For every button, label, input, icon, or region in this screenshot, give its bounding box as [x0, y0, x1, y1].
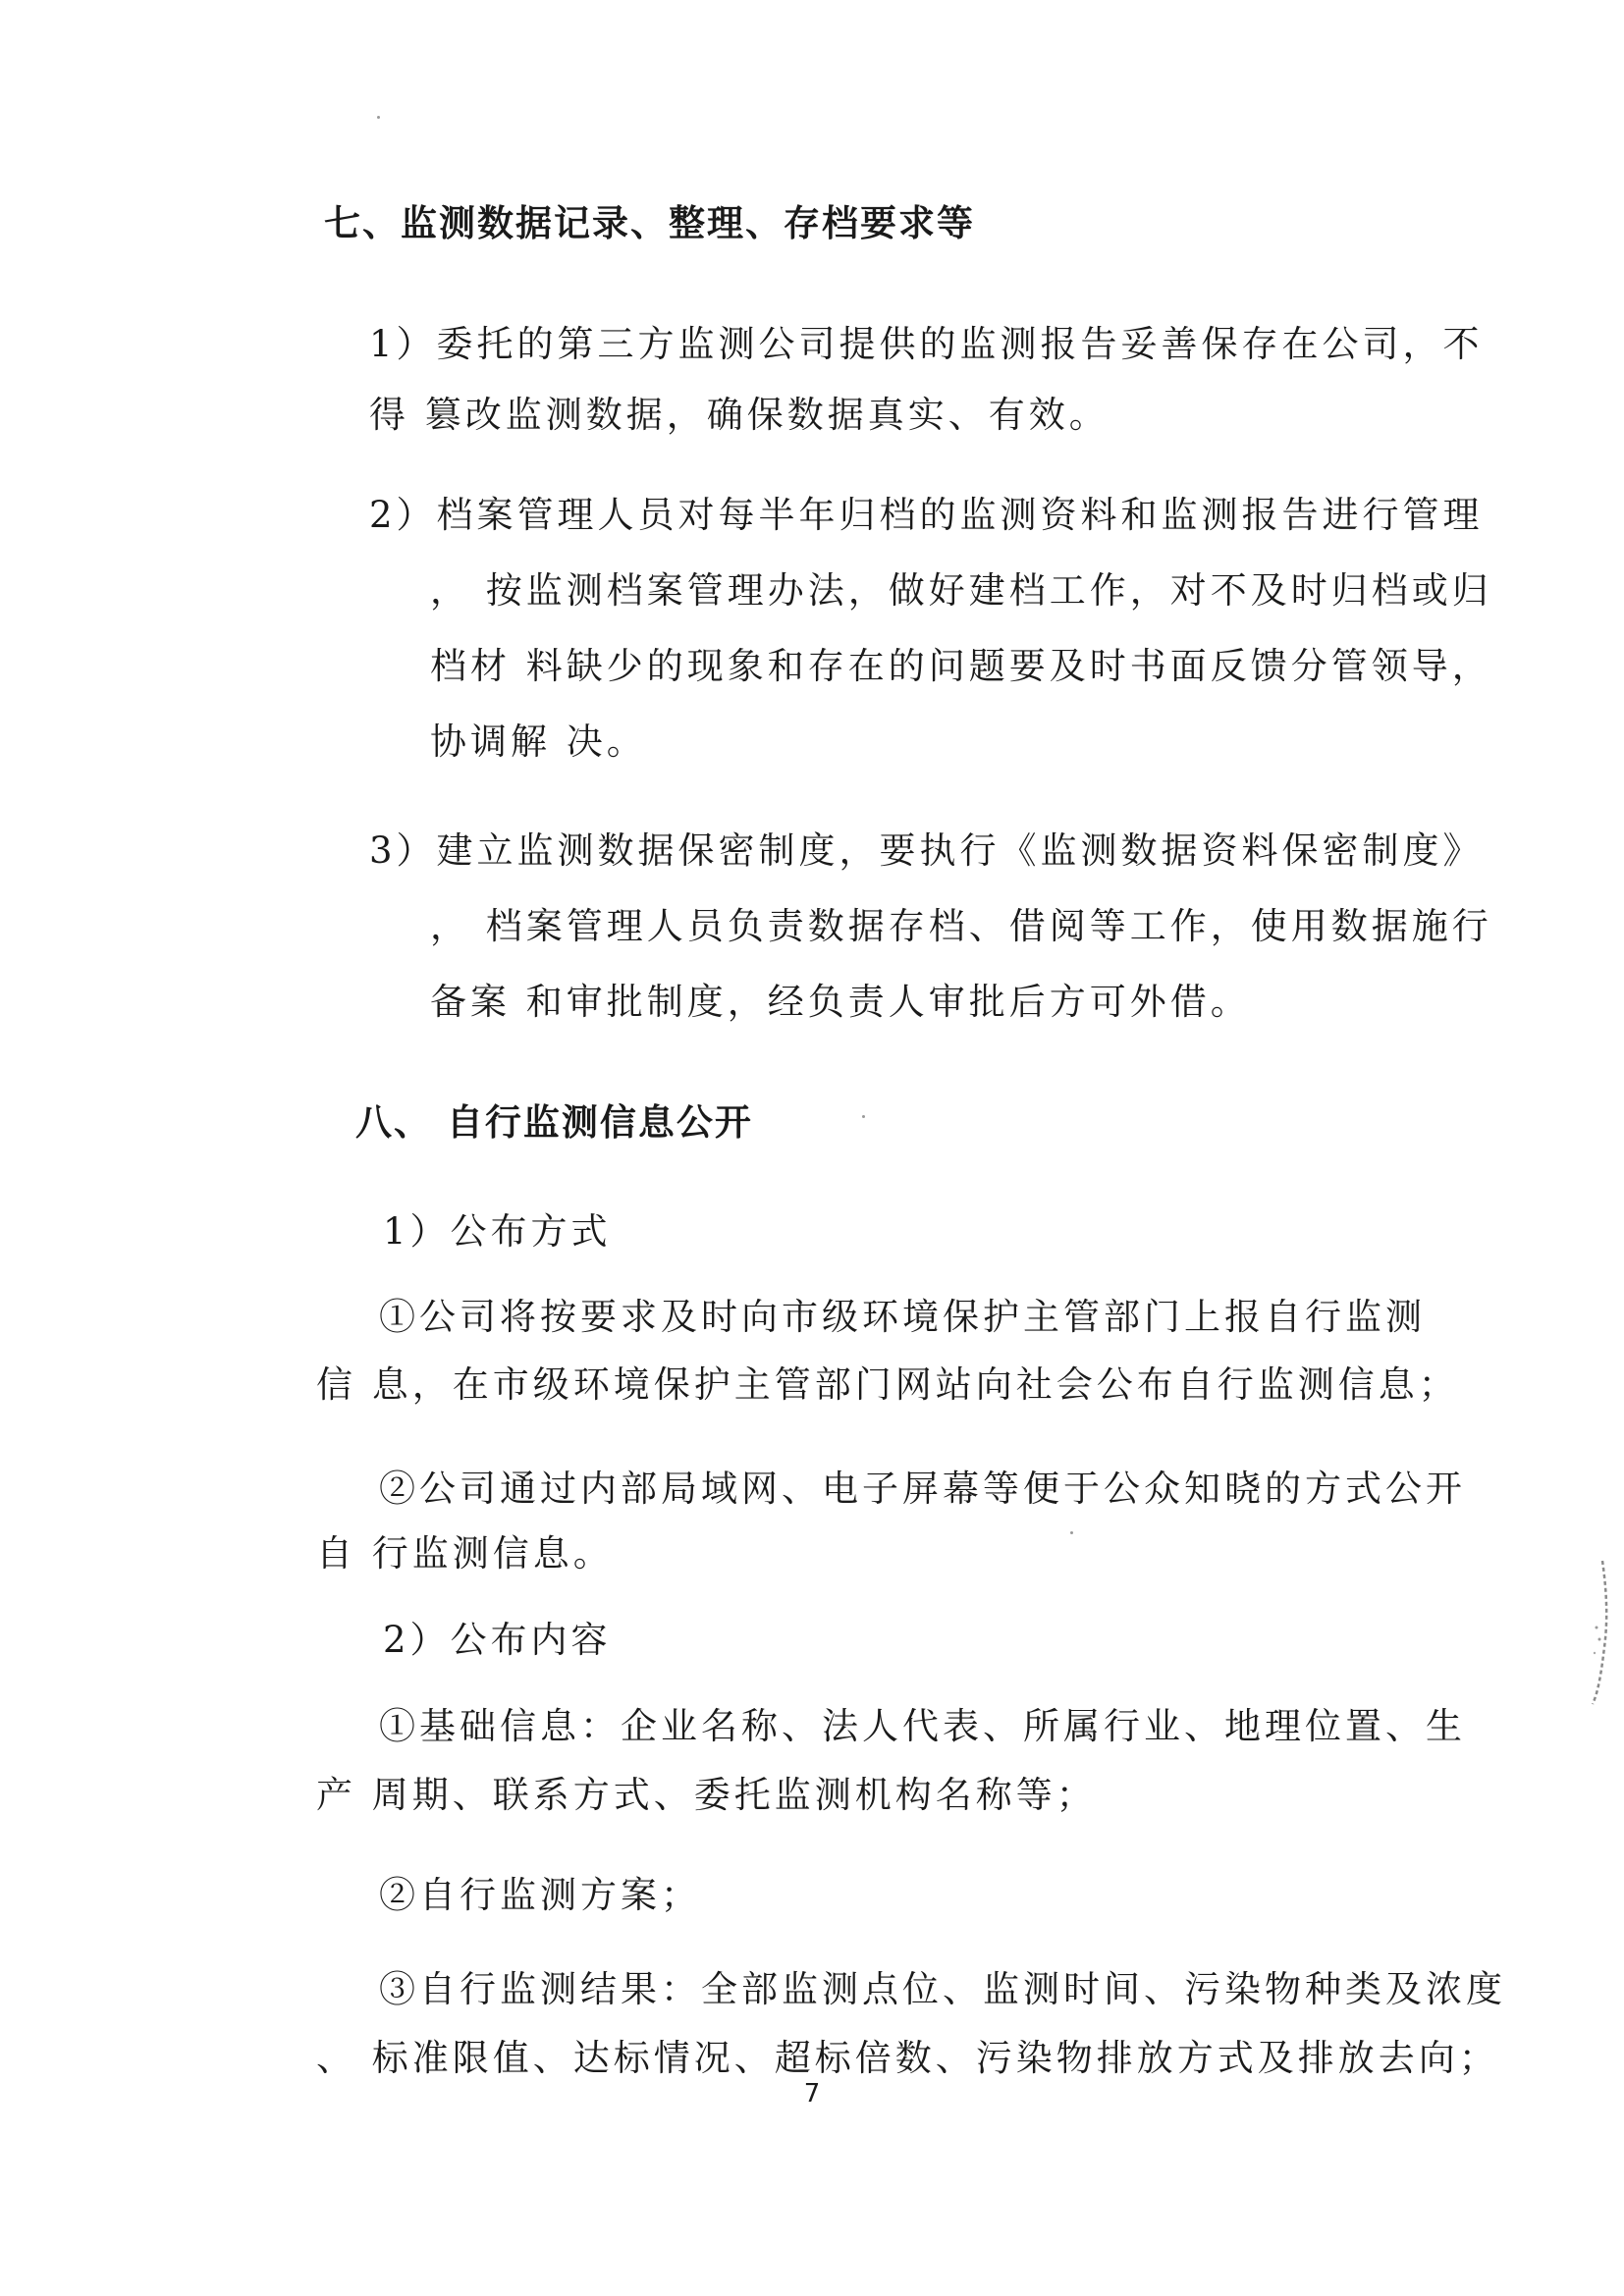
subheading-line: 2）公布内容	[383, 1619, 612, 1661]
section-heading-7: 七、监测数据记录、整理、存档要求等	[324, 202, 975, 244]
paragraph-line: ①基础信息：企业名称、法人代表、所属行业、地理位置、生	[379, 1705, 1466, 1747]
paragraph-line: 信 息，在市级环境保护主管部门网站向社会公布自行监测信息；	[316, 1363, 1459, 1406]
paragraph-line: 产 周期、联系方式、委托监测机构名称等；	[316, 1774, 1097, 1816]
paragraph-line: ①公司将按要求及时向市级环境保护主管部门上报自行监测	[379, 1296, 1426, 1338]
scan-speck	[862, 1115, 865, 1118]
paragraph-line: 自 行监测信息。	[316, 1532, 614, 1575]
paragraph-line: 3）建立监测数据保密制度，要执行《监测数据资料保密制度》	[369, 829, 1484, 872]
paragraph-line: 协调解 决。	[430, 721, 647, 763]
paragraph-line: 备案 和审批制度，经负责人审批后方可外借。	[430, 981, 1251, 1023]
paragraph-line: ③自行监测结果：全部监测点位、监测时间、污染物种类及浓度	[379, 1968, 1506, 2010]
page-number: 7	[803, 2079, 821, 2109]
paragraph-line: 档材 料缺少的现象和存在的问题要及时书面反馈分管领导，	[430, 645, 1492, 687]
paragraph-line: 得 篡改监测数据，确保数据真实、有效。	[369, 394, 1110, 436]
paragraph-line: ， 档案管理人员负责数据存档、借阅等工作，使用数据施行	[430, 905, 1492, 947]
scan-binding-mark	[1589, 1559, 1610, 1706]
paragraph-line: 1）委托的第三方监测公司提供的监测报告妥善保存在公司，不	[369, 323, 1484, 365]
paragraph-line: 、 标准限值、达标情况、超标倍数、污染物排放方式及排放去向；	[316, 2037, 1499, 2079]
scan-speck	[1070, 1531, 1073, 1534]
paragraph-line: 2）档案管理人员对每半年归档的监测资料和监测报告进行管理	[369, 494, 1484, 536]
paragraph-line: ②自行监测方案；	[379, 1874, 701, 1916]
scan-speck	[377, 116, 380, 119]
section-heading-8: 八、 自行监测信息公开	[355, 1101, 753, 1144]
paragraph-line: ②公司通过内部局域网、电子屏幕等便于公众知晓的方式公开	[379, 1468, 1466, 1510]
paragraph-line: ， 按监测档案管理办法，做好建档工作，对不及时归档或归	[430, 569, 1492, 612]
subheading-line: 1）公布方式	[383, 1210, 612, 1253]
